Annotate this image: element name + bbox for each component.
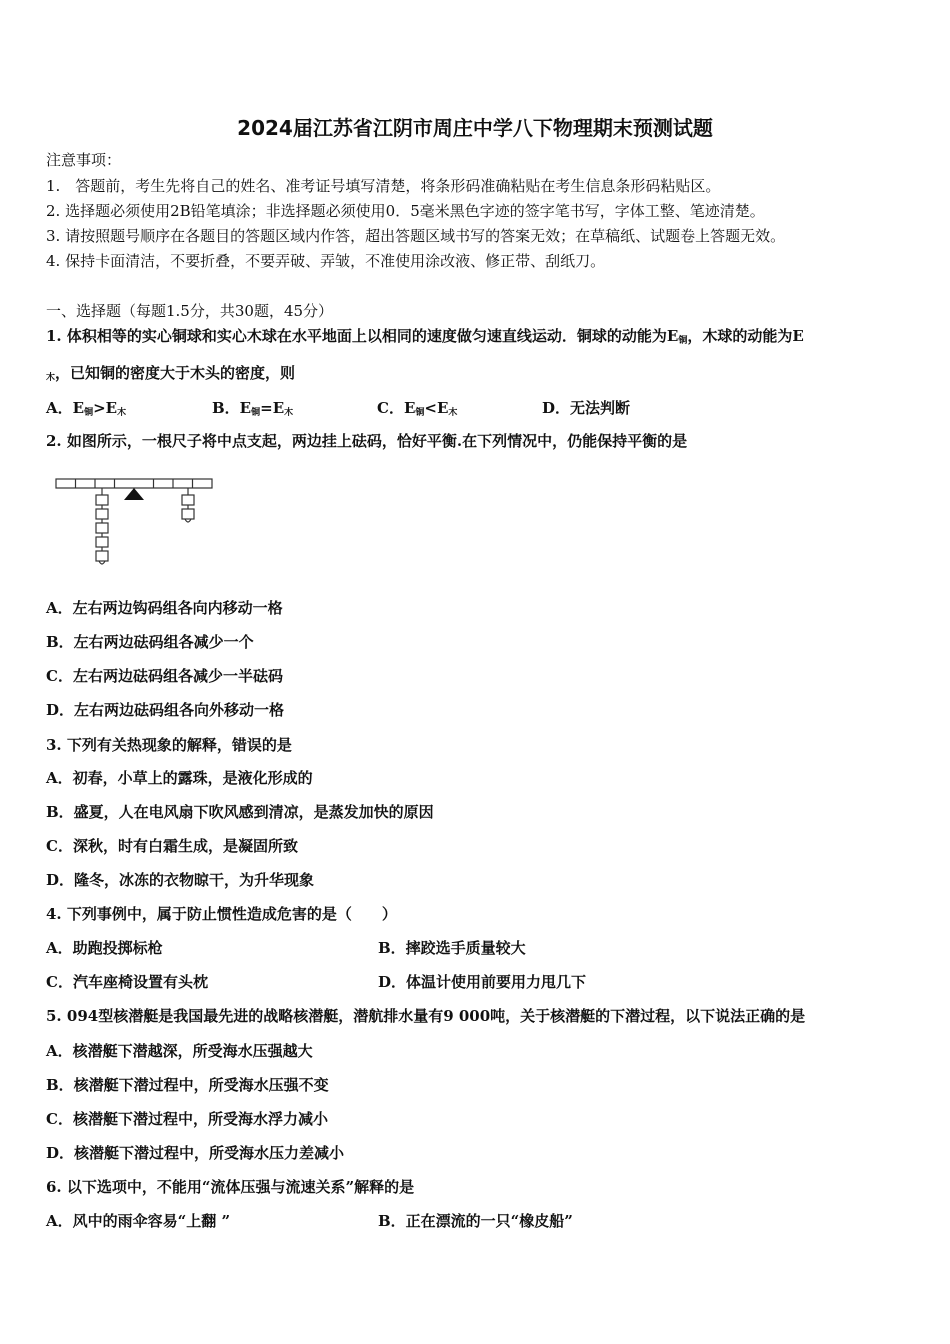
q4-option-b: B．摔跤选手质量较大 (378, 939, 526, 957)
note-item: 4. 保持卡面清洁，不要折叠，不要弄破、弄皱，不准使用涂改液、修正带、刮纸刀。 (46, 252, 606, 270)
q4-option-d: D．体温计使用前要用力甩几下 (378, 973, 587, 991)
q3-option-c: C．深秋，时有白霜生成，是凝固所致 (46, 837, 298, 855)
note-item: 2. 选择题必须使用2B铅笔填涂；非选择题必须使用0．5毫米黑色字迹的签字笔书写，字体工整、笔迹清楚。 (46, 202, 765, 220)
q5-option-c: C．核潜艇下潜过程中，所受海水浮力减小 (46, 1110, 328, 1128)
q3-option-b: B．盛夏，人在电风扇下吹风感到清凉，是蒸发加快的原因 (46, 803, 434, 821)
question-2-stem: 2. 如图所示，一根尺子将中点支起，两边挂上砝码，恰好平衡.在下列情况中，仍能保持平衡的是 (46, 432, 688, 450)
note-item: 3. 请按照题号顺序在各题目的答题区域内作答，超出答题区域书写的答案无效；在草稿纸、试题卷上答题无效。 (46, 227, 786, 245)
q5-option-d: D．核潜艇下潜过程中，所受海水压力差减小 (46, 1144, 345, 1162)
q2-option-a: A．左右两边钩码组各向内移动一格 (46, 599, 283, 617)
note-item: 1. 答题前，考生先将自己的姓名、准考证号填写清楚，将条形码准确粘贴在考生信息条形码粘贴区。 (46, 177, 721, 195)
notes-heading: 注意事项： (46, 151, 122, 169)
q5-option-a: A．核潜艇下潜越深，所受海水压强越大 (46, 1042, 313, 1060)
balance-ruler-figure (54, 473, 218, 573)
q4-option-c: C．汽车座椅设置有头枕 (46, 973, 208, 991)
q1-option-b: B．$E_铜=E_木$ (212, 399, 294, 418)
section-heading: 一、选择题（每题1.5分，共30题，45分） (46, 302, 334, 320)
page-title: 2024届江苏省江阴市周庄中学八下物理期末预测试题 (237, 116, 713, 140)
question-6-stem: 6. 以下选项中，不能用“流体压强与流速关系”解释的是 (46, 1178, 415, 1196)
question-4-stem: 4. 下列事例中，属于防止惯性造成危害的是（ ） (46, 905, 397, 923)
question-3-stem: 3. 下列有关热现象的解释，错误的是 (46, 736, 292, 754)
q6-option-b: B．正在漂流的一只“橡皮船” (378, 1212, 573, 1230)
q2-option-d: D．左右两边砝码组各向外移动一格 (46, 701, 285, 719)
fulcrum (124, 488, 144, 500)
question-1-stem: 1. 体积相等的实心铜球和实心木球在水平地面上以相同的速度做匀速直线运动．铜球的动能为$E_铜$，木球的动能为E (46, 327, 804, 346)
ruler (56, 479, 212, 488)
q3-option-d: D．隆冬，冰冻的衣物晾干，为升华现象 (46, 871, 315, 889)
q3-option-a: A．初春，小草上的露珠，是液化形成的 (46, 769, 313, 787)
q5-option-b: B．核潜艇下潜过程中，所受海水压强不变 (46, 1076, 329, 1094)
q1-option-d: D．无法判断 (542, 399, 631, 417)
right-weights (182, 488, 194, 522)
question-5-stem: 5. 094型核潜艇是我国最先进的战略核潜艇，潜航排水量有9 000吨，关于核潜艇的下潜过程，以下说法正确的是 (46, 1007, 806, 1025)
q4-option-a: A．助跑投掷标枪 (46, 939, 163, 957)
question-1-stem-cont: $_木$，已知铜的密度大于木头的密度，则 (46, 364, 296, 383)
q2-option-b: B．左右两边砝码组各减少一个 (46, 633, 254, 651)
q1-option-a: A．$E_铜>E_木$ (46, 399, 127, 418)
q6-option-a: A．风中的雨伞容易“上翻 ” (46, 1212, 231, 1230)
q1-option-c: C．$E_铜<E_木$ (377, 399, 458, 418)
left-weights (96, 488, 108, 564)
q2-option-c: C．左右两边砝码组各减少一半砝码 (46, 667, 283, 685)
